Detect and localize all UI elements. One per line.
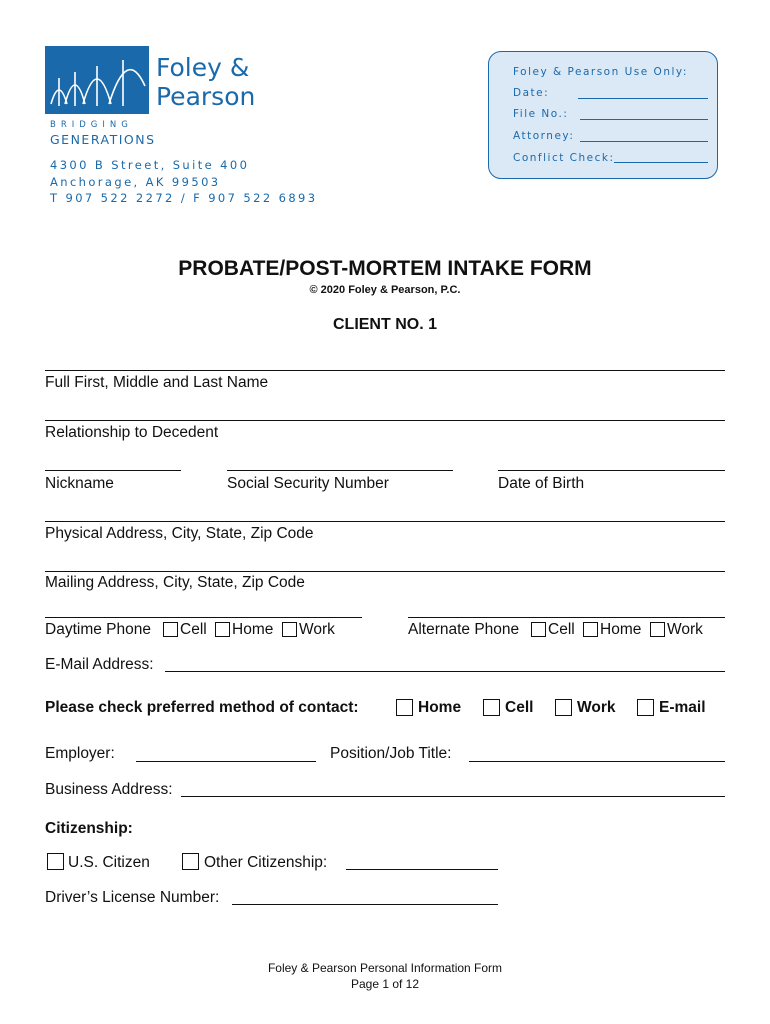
pref-cell-checkbox[interactable] <box>483 699 500 716</box>
email-field[interactable] <box>165 671 725 672</box>
daytime-work-label: Work <box>299 621 335 638</box>
ssn-label: Social Security Number <box>227 475 389 492</box>
daytime-cell-label: Cell <box>180 621 207 638</box>
nickname-field[interactable] <box>45 470 181 471</box>
ssn-field[interactable] <box>227 470 453 471</box>
dob-label: Date of Birth <box>498 475 585 492</box>
firm-address-2: Anchorage, AK 99503 <box>50 175 221 189</box>
office-date-label: Date: <box>513 87 550 99</box>
office-use-heading: Foley & Pearson Use Only: <box>513 66 688 78</box>
footer-page-number: Page 1 of 12 <box>350 977 420 991</box>
business-address-label: Business Address: <box>45 781 173 798</box>
relationship-label: Relationship to Decedent <box>45 424 219 441</box>
other-citizenship-checkbox[interactable] <box>182 853 199 870</box>
office-date-field[interactable] <box>578 98 708 99</box>
daytime-phone-label: Daytime Phone <box>45 621 151 638</box>
dob-field[interactable] <box>498 470 725 471</box>
firm-logo-mark <box>45 46 149 114</box>
position-field[interactable] <box>469 761 725 762</box>
pref-cell-label: Cell <box>505 699 534 716</box>
office-file-field[interactable] <box>580 119 708 120</box>
daytime-work-checkbox[interactable] <box>282 622 297 637</box>
pref-work-checkbox[interactable] <box>555 699 572 716</box>
office-file-label: File No.: <box>513 108 569 120</box>
alternate-work-label: Work <box>667 621 703 638</box>
relationship-field[interactable] <box>45 420 725 421</box>
mailing-address-label: Mailing Address, City, State, Zip Code <box>45 574 305 591</box>
office-conflict-field[interactable] <box>614 162 708 163</box>
us-citizen-label: U.S. Citizen <box>68 854 150 871</box>
email-label: E-Mail Address: <box>45 656 154 673</box>
tagline-generations: GENERATIONS <box>50 132 156 147</box>
office-attorney-field[interactable] <box>580 141 708 142</box>
firm-phone-fax: T 907 522 2272 / F 907 522 6893 <box>50 191 318 205</box>
firm-name-line2: Pearson <box>156 82 256 111</box>
pref-home-checkbox[interactable] <box>396 699 413 716</box>
employer-field[interactable] <box>136 761 316 762</box>
pref-email-checkbox[interactable] <box>637 699 654 716</box>
preferred-contact-label: Please check preferred method of contact: <box>45 699 359 716</box>
alternate-work-checkbox[interactable] <box>650 622 665 637</box>
daytime-cell-checkbox[interactable] <box>163 622 178 637</box>
firm-name-line1: Foley & <box>156 53 250 82</box>
office-attorney-label: Attorney: <box>513 130 575 142</box>
client-number: CLIENT NO. 1 <box>332 316 437 333</box>
alternate-phone-label: Alternate Phone <box>408 621 520 638</box>
alternate-home-label: Home <box>600 621 642 638</box>
mailing-address-field[interactable] <box>45 571 725 572</box>
alternate-cell-label: Cell <box>548 621 575 638</box>
physical-address-label: Physical Address, City, State, Zip Code <box>45 525 314 542</box>
citizenship-label: Citizenship: <box>45 820 133 837</box>
drivers-license-label: Driver’s License Number: <box>45 889 220 906</box>
full-name-field[interactable] <box>45 370 725 371</box>
pref-email-label: E-mail <box>659 699 706 716</box>
pref-work-label: Work <box>577 699 616 716</box>
other-citizenship-field[interactable] <box>346 869 498 870</box>
physical-address-field[interactable] <box>45 521 725 522</box>
full-name-label: Full First, Middle and Last Name <box>45 374 269 391</box>
tagline-bridging: BRIDGING <box>50 120 133 130</box>
drivers-license-field[interactable] <box>232 904 498 905</box>
firm-address-1: 4300 B Street, Suite 400 <box>50 158 250 172</box>
alternate-cell-checkbox[interactable] <box>531 622 546 637</box>
other-citizenship-label: Other Citizenship: <box>204 854 328 871</box>
us-citizen-checkbox[interactable] <box>47 853 64 870</box>
daytime-home-label: Home <box>232 621 274 638</box>
footer-form-name: Foley & Pearson Personal Information Form <box>267 961 503 975</box>
business-address-field[interactable] <box>181 796 725 797</box>
pref-home-label: Home <box>418 699 462 716</box>
office-conflict-label: Conflict Check: <box>513 152 615 164</box>
alternate-phone-field[interactable] <box>408 617 725 618</box>
employer-label: Employer: <box>45 745 115 762</box>
alternate-home-checkbox[interactable] <box>583 622 598 637</box>
position-label: Position/Job Title: <box>330 745 452 762</box>
daytime-phone-field[interactable] <box>45 617 362 618</box>
form-copyright: © 2020 Foley & Pearson, P.C. <box>309 284 461 296</box>
form-title: PROBATE/POST-MORTEM INTAKE FORM <box>178 257 592 280</box>
daytime-home-checkbox[interactable] <box>215 622 230 637</box>
nickname-label: Nickname <box>45 475 114 492</box>
